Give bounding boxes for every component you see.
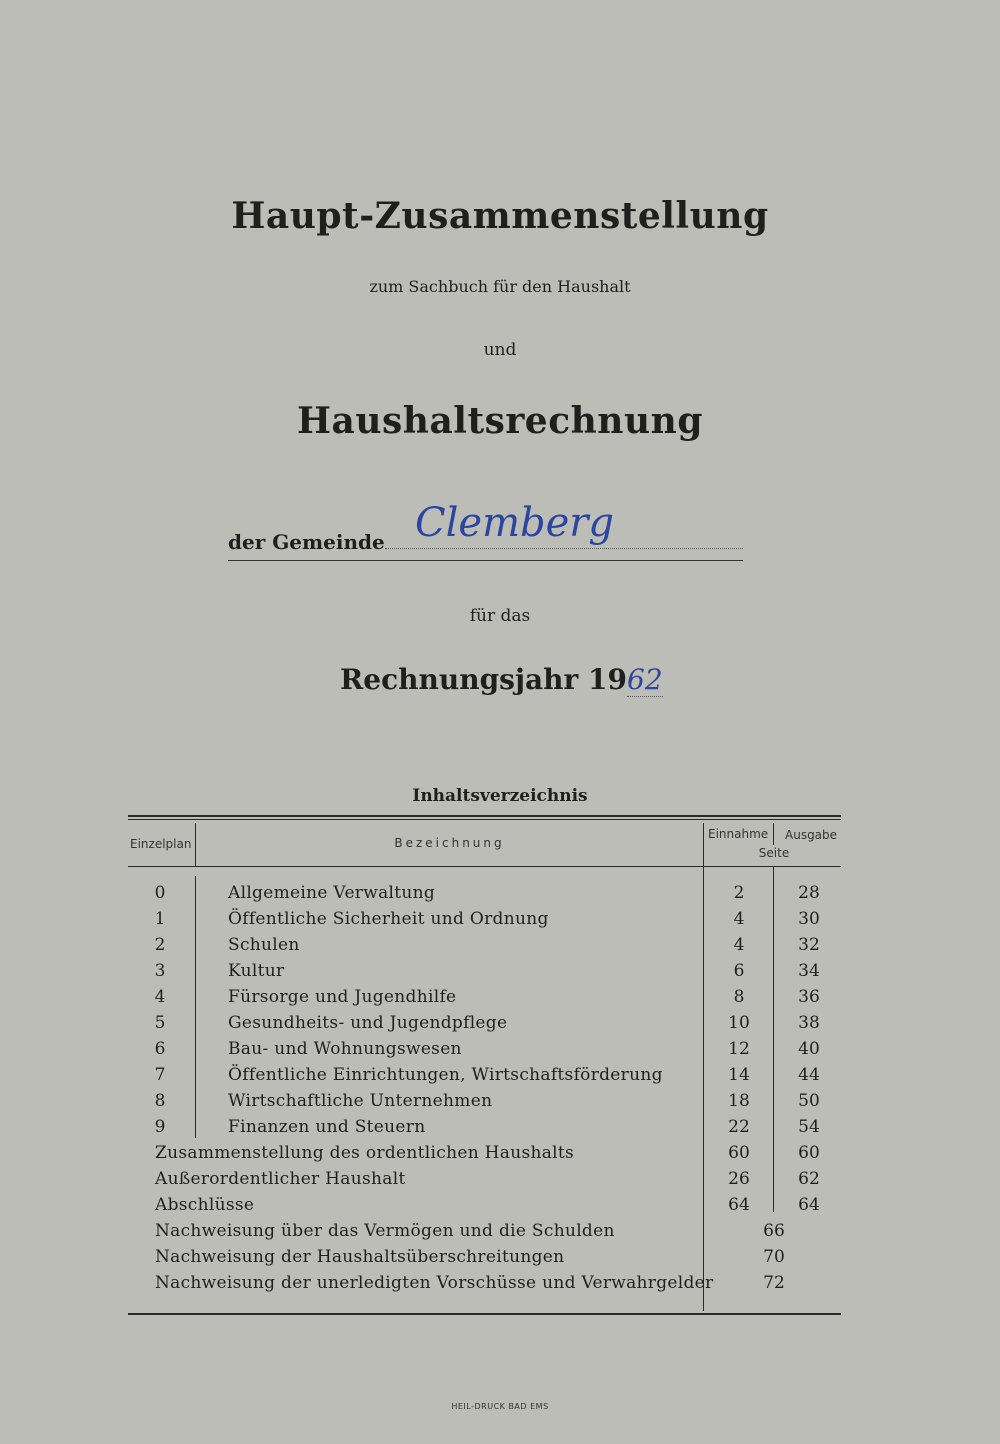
gemeinde-label: der Gemeinde [228,530,385,554]
row-einnahme-page: 4 [733,935,745,955]
nachweis-label: Nachweisung der unerledigten Vorschüsse und Verwahrgelder [155,1273,714,1293]
header-ein-aus-divider [773,823,774,845]
summary-einnahme-page: 26 [728,1169,750,1189]
nachweis-page: 66 [763,1221,785,1241]
connector-und: und [483,340,517,360]
row-label: Schulen [228,935,300,955]
year-label [340,663,663,696]
summary-ausgabe-page: 60 [798,1143,820,1163]
table-header-rule [128,866,841,867]
row-label: Kultur [228,961,285,981]
page-title-2: Haushaltsrechnung [296,400,703,442]
header-ausgabe: Ausgabe [785,828,838,842]
row-nr: 2 [154,935,166,955]
row-ausgabe-page: 44 [798,1065,820,1085]
row-ausgabe-page: 28 [798,883,820,903]
header-einnahme: Einnahme [708,827,769,841]
table-bottom-rule [128,1313,841,1315]
year-prefix: Rechnungsjahr 19 [340,663,627,696]
row-ausgabe-page: 30 [798,909,820,929]
nachweis-label: Nachweisung über das Vermögen und die Schulden [155,1221,615,1241]
einzelplan-divider [195,876,196,1138]
row-label: Gesundheits- und Jugendpflege [228,1013,508,1033]
row-ausgabe-page: 38 [798,1013,820,1033]
row-nr: 4 [154,987,166,1007]
table-top-rule [128,815,841,817]
gemeinde-underline [228,560,743,561]
summary-label: Zusammenstellung des ordentlichen Haushalts [155,1143,575,1163]
summary-einnahme-page: 64 [728,1195,750,1215]
row-nr: 8 [154,1091,166,1111]
gemeinde-dotted-line [385,548,743,549]
row-einnahme-page: 22 [728,1117,750,1137]
table-top-rule-thin [128,819,841,820]
row-label: Öffentliche Sicherheit und Ordnung [228,909,549,929]
row-label: Wirtschaftliche Unternehmen [228,1091,493,1111]
row-nr: 1 [154,909,166,929]
gemeinde-handwritten-name: Clemberg [415,500,615,546]
header-seite: Seite [758,846,790,860]
nachweis-page: 72 [763,1273,785,1293]
row-label: Finanzen und Steuern [228,1117,426,1137]
row-label: Öffentliche Einrichtungen, Wirtschaftsförderung [228,1065,663,1085]
row-einnahme-page: 18 [728,1091,750,1111]
row-ausgabe-page: 36 [798,987,820,1007]
row-einnahme-page: 6 [733,961,745,981]
summary-label: Außerordentlicher Haushalt [155,1169,406,1189]
page-subtitle: zum Sachbuch für den Haushalt [369,277,631,296]
row-einnahme-page: 2 [733,883,745,903]
year-handwritten: 62 [627,663,663,696]
toc-title: Inhaltsverzeichnis [412,786,588,806]
row-nr: 3 [154,961,166,981]
row-nr: 9 [154,1117,166,1137]
row-ausgabe-page: 34 [798,961,820,981]
page-title: Haupt-Zusammenstellung [231,195,769,237]
row-nr: 0 [154,883,166,903]
row-einnahme-page: 8 [733,987,745,1007]
row-nr: 5 [154,1013,166,1033]
summary-ausgabe-page: 64 [798,1195,820,1215]
row-label: Bau- und Wohnungswesen [228,1039,462,1059]
header-einzelplan: Einzelplan [130,837,192,851]
summary-einnahme-page: 60 [728,1143,750,1163]
row-nr: 6 [154,1039,166,1059]
row-einnahme-page: 12 [728,1039,750,1059]
row-einnahme-page: 10 [728,1013,750,1033]
fuer-das-label: für das [469,606,531,626]
row-label: Fürsorge und Jugendhilfe [228,987,457,1007]
summary-ausgabe-page: 62 [798,1169,820,1189]
printer-imprint: HEIL-DRUCK BAD EMS [451,1402,549,1411]
ein-aus-divider [773,866,774,1212]
row-label: Allgemeine Verwaltung [228,883,436,903]
row-ausgabe-page: 32 [798,935,820,955]
nachweis-page: 70 [763,1247,785,1267]
row-ausgabe-page: 50 [798,1091,820,1111]
row-einnahme-page: 4 [733,909,745,929]
row-ausgabe-page: 54 [798,1117,820,1137]
page-col-divider [703,823,704,1311]
header-bezeichnung: Bezeichnung [394,836,505,850]
row-nr: 7 [154,1065,166,1085]
row-einnahme-page: 14 [728,1065,750,1085]
nachweis-label: Nachweisung der Haushaltsüberschreitungen [155,1247,565,1267]
row-ausgabe-page: 40 [798,1039,820,1059]
summary-label: Abschlüsse [155,1195,255,1215]
